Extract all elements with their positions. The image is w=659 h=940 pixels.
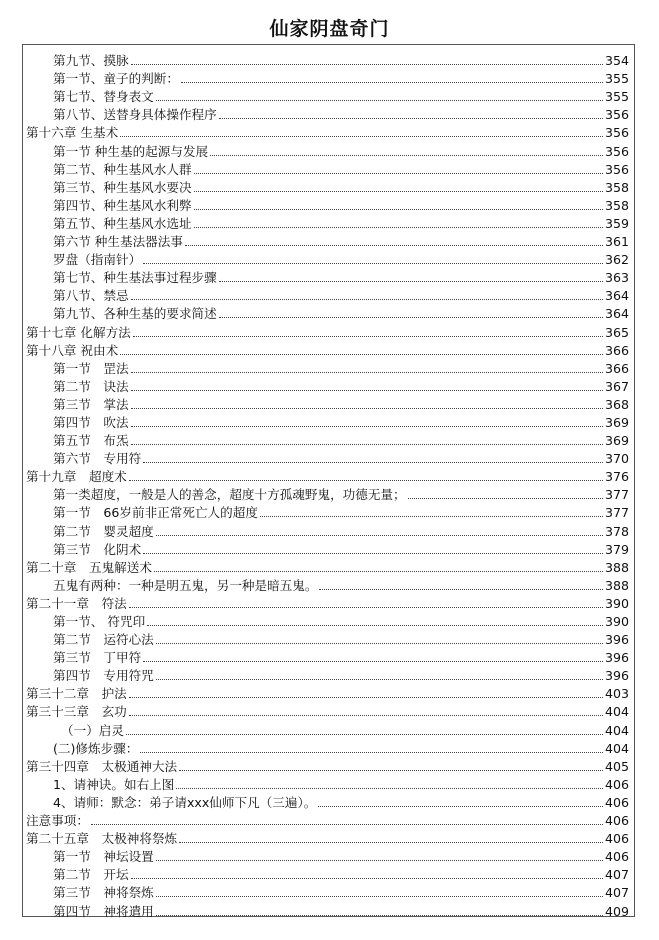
toc-entry-page: 364 bbox=[604, 288, 629, 304]
toc-entry[interactable] bbox=[26, 140, 629, 158]
dot-leader bbox=[143, 263, 603, 264]
dot-leader bbox=[156, 679, 603, 680]
toc-entry-label: 第三十四章 太极通神大法 bbox=[26, 758, 178, 774]
toc-entry[interactable] bbox=[26, 557, 629, 575]
toc-entry[interactable] bbox=[26, 86, 629, 104]
dot-leader bbox=[129, 480, 603, 481]
toc-entry[interactable] bbox=[26, 321, 629, 339]
toc-entry[interactable] bbox=[26, 647, 629, 665]
toc-entry[interactable] bbox=[26, 719, 629, 737]
toc-entry-page: 396 bbox=[604, 668, 629, 684]
dot-leader bbox=[131, 64, 603, 65]
toc-entry-label: 第二十一章 符法 bbox=[26, 595, 127, 611]
toc-entry[interactable] bbox=[26, 629, 629, 647]
dot-leader bbox=[156, 860, 603, 861]
dot-leader bbox=[120, 354, 603, 355]
toc-entry-page: 355 bbox=[604, 71, 629, 87]
toc-entry-label: 1、请神诀。如右上图 bbox=[53, 776, 175, 792]
toc-entry-page: 396 bbox=[604, 632, 629, 648]
toc-entry[interactable] bbox=[26, 68, 629, 86]
toc-entry[interactable] bbox=[26, 50, 629, 68]
toc-entry-label: 第二节 婴灵超度 bbox=[53, 523, 154, 539]
toc-entry[interactable] bbox=[26, 303, 629, 321]
dot-leader bbox=[126, 734, 603, 735]
toc-entry[interactable] bbox=[26, 484, 629, 502]
toc-entry-label: 4、请师：默念：弟子请xxx仙师下凡（三遍）。 bbox=[53, 794, 317, 810]
toc-entry[interactable] bbox=[26, 792, 629, 810]
toc-entry-page: 370 bbox=[604, 451, 629, 467]
toc-entry-page: 355 bbox=[604, 89, 629, 105]
dot-leader bbox=[129, 607, 603, 608]
toc-entry-page: 361 bbox=[604, 234, 629, 250]
dot-leader bbox=[194, 227, 603, 228]
dot-leader bbox=[154, 571, 603, 572]
toc-entry-page: 369 bbox=[604, 433, 629, 449]
dot-leader bbox=[143, 553, 603, 554]
toc-entry[interactable] bbox=[26, 756, 629, 774]
toc-entry-page: 406 bbox=[604, 831, 629, 847]
toc-entry-label: （一）启灵 bbox=[61, 722, 124, 738]
toc-entry[interactable] bbox=[26, 575, 629, 593]
toc-entry-label: 第二节、种生基风水人群 bbox=[53, 161, 192, 177]
toc-entry[interactable] bbox=[26, 177, 629, 195]
toc-entry-label: (二)修炼步骤： bbox=[53, 740, 139, 756]
toc-entry-label: 第六节 专用符 bbox=[53, 451, 142, 467]
dot-leader bbox=[194, 191, 603, 192]
toc-entry-label: 第十八章 祝由术 bbox=[26, 342, 119, 358]
toc-entry-page: 358 bbox=[604, 197, 629, 213]
toc-entry-label: 第一节 种生基的起源与发展 bbox=[53, 143, 209, 159]
dot-leader bbox=[129, 715, 603, 716]
toc-entry[interactable] bbox=[26, 846, 629, 864]
toc-entry-page: 356 bbox=[604, 143, 629, 159]
toc-entry[interactable] bbox=[26, 810, 629, 828]
toc-entry-label: 第八节、禁忌 bbox=[53, 288, 129, 304]
dot-leader bbox=[194, 209, 603, 210]
toc-entry-label: 第九节、摸脉 bbox=[53, 53, 129, 69]
toc-entry-label: 第三十二章 护法 bbox=[26, 686, 127, 702]
dot-leader bbox=[319, 589, 602, 590]
toc-entry[interactable] bbox=[26, 701, 629, 719]
toc-entry-page: 406 bbox=[604, 776, 629, 792]
toc-entry[interactable] bbox=[26, 665, 629, 683]
toc-entry-page: 359 bbox=[604, 215, 629, 231]
toc-entry[interactable] bbox=[26, 520, 629, 538]
toc-entry-page: 366 bbox=[604, 342, 629, 358]
toc-entry-page: 405 bbox=[604, 758, 629, 774]
toc-entry[interactable] bbox=[26, 466, 629, 484]
dot-leader bbox=[147, 625, 603, 626]
toc-entry-label: 第三节 化阴术 bbox=[53, 541, 142, 557]
toc-entry[interactable] bbox=[26, 900, 629, 918]
toc-entry[interactable] bbox=[26, 593, 629, 611]
toc-entry[interactable] bbox=[26, 122, 629, 140]
toc-entry-label: 第四节 神将遣用 bbox=[53, 903, 154, 919]
dot-leader bbox=[120, 136, 603, 137]
toc-entry-page: 377 bbox=[604, 487, 629, 503]
toc-entry[interactable] bbox=[26, 539, 629, 557]
toc-entry-label: 第一节 罡法 bbox=[53, 360, 129, 376]
dot-leader bbox=[185, 245, 603, 246]
toc-entry-label: 第五节 布炁 bbox=[53, 433, 129, 449]
toc-entry-label: 第二节 运符心法 bbox=[53, 632, 154, 648]
toc-entry[interactable] bbox=[26, 376, 629, 394]
toc-entry-page: 367 bbox=[604, 378, 629, 394]
toc-entry-page: 404 bbox=[604, 722, 629, 738]
toc-entry-label: 第七节、种生基法事过程步骤 bbox=[53, 270, 217, 286]
toc-entry-page: 407 bbox=[604, 885, 629, 901]
toc-entry-page: 403 bbox=[604, 686, 629, 702]
toc-entry-page: 366 bbox=[604, 360, 629, 376]
dot-leader bbox=[91, 824, 603, 825]
toc-entry[interactable] bbox=[26, 412, 629, 430]
toc-entry-label: 注意事项： bbox=[26, 813, 89, 829]
dot-leader bbox=[129, 697, 603, 698]
dot-leader bbox=[143, 462, 603, 463]
dot-leader bbox=[156, 100, 603, 101]
toc-entry-page: 406 bbox=[604, 849, 629, 865]
dot-leader bbox=[131, 390, 603, 391]
toc-entry-page: 364 bbox=[604, 306, 629, 322]
dot-leader bbox=[131, 372, 603, 373]
dot-leader bbox=[179, 770, 603, 771]
toc-entry-page: 406 bbox=[604, 813, 629, 829]
dot-leader bbox=[260, 516, 603, 517]
toc-entry-label: 第九节、各种生基的要求简述 bbox=[53, 306, 217, 322]
toc-entry[interactable] bbox=[26, 683, 629, 701]
toc-entry-label: 第三节 掌法 bbox=[53, 396, 129, 412]
toc-entry-label: 罗盘（指南针） bbox=[53, 252, 142, 268]
dot-leader bbox=[131, 408, 603, 409]
dot-leader bbox=[143, 661, 603, 662]
toc-entry-label: 第一节、 符咒印 bbox=[53, 614, 146, 629]
toc-entry[interactable] bbox=[26, 828, 629, 846]
toc-entry[interactable] bbox=[26, 430, 629, 448]
toc-entry-label: 第一类超度，一般是人的善念，超度十方孤魂野鬼，功德无量； bbox=[53, 487, 406, 503]
dot-leader bbox=[133, 336, 603, 337]
toc-entry-label: 第四节、种生基风水利弊 bbox=[53, 197, 192, 213]
toc-entry-label: 第六节 种生基法器法事 bbox=[53, 234, 183, 250]
toc-entry-label: 第三节、种生基风水要决 bbox=[53, 179, 192, 195]
toc-entry-label: 第二十章 五鬼解送术 bbox=[26, 559, 152, 575]
toc-entry-page: 379 bbox=[604, 541, 629, 557]
toc-entry[interactable] bbox=[26, 448, 629, 466]
toc-entry-page: 390 bbox=[604, 595, 629, 611]
toc-entry-label: 第二节 开坛 bbox=[53, 867, 129, 883]
dot-leader bbox=[156, 535, 603, 536]
toc-entry[interactable] bbox=[26, 231, 629, 249]
toc-entry-page: 396 bbox=[604, 650, 629, 666]
toc-entry-page: 378 bbox=[604, 523, 629, 539]
dot-leader bbox=[131, 426, 603, 427]
toc-entry-label: 第三节 丁甲符 bbox=[53, 650, 142, 666]
toc-entry[interactable] bbox=[26, 864, 629, 882]
toc-entry[interactable] bbox=[26, 249, 629, 267]
dot-leader bbox=[219, 281, 603, 282]
dot-leader bbox=[181, 82, 603, 83]
toc-entry-label: 第四节 专用符咒 bbox=[53, 668, 154, 684]
toc-entry-page: 358 bbox=[604, 179, 629, 195]
dot-leader bbox=[140, 752, 603, 753]
toc-entry-page: 390 bbox=[604, 614, 629, 629]
toc-entry-label: 第一节、童子的判断： bbox=[53, 71, 179, 87]
toc-entry[interactable] bbox=[26, 611, 629, 629]
dot-leader bbox=[156, 643, 603, 644]
toc-entry-page: 356 bbox=[604, 161, 629, 177]
dot-leader bbox=[219, 118, 603, 119]
toc-entry-label: 第八节、送替身具体操作程序 bbox=[53, 107, 217, 123]
dot-leader bbox=[131, 878, 603, 879]
toc-entry-label: 第一节 66岁前非正常死亡人的超度 bbox=[53, 505, 258, 521]
dot-leader bbox=[131, 444, 603, 445]
table-of-contents bbox=[26, 50, 629, 919]
toc-entry-label: 第七节、替身表文 bbox=[53, 89, 154, 105]
toc-entry[interactable] bbox=[26, 195, 629, 213]
dot-leader bbox=[408, 498, 603, 499]
toc-entry-label: 第二十五章 太极神将祭炼 bbox=[26, 831, 178, 847]
toc-entry[interactable] bbox=[26, 267, 629, 285]
toc-entry-page: 363 bbox=[604, 270, 629, 286]
dot-leader bbox=[219, 317, 603, 318]
toc-entry-label: 第十六章 生基术 bbox=[26, 125, 119, 141]
toc-entry-page: 388 bbox=[604, 559, 629, 575]
toc-entry[interactable] bbox=[26, 774, 629, 792]
toc-entry-page: 407 bbox=[604, 867, 629, 883]
toc-entry-label: 五鬼有两种：一种是明五鬼，另一种是暗五鬼。 bbox=[53, 577, 318, 593]
page-title: 仙家阴盘奇门 bbox=[269, 18, 390, 40]
toc-entry-page: 365 bbox=[604, 324, 629, 340]
toc-entry-label: 第三十三章 玄功 bbox=[26, 704, 127, 720]
toc-entry-label: 第五节、种生基风水选址 bbox=[53, 215, 192, 231]
dot-leader bbox=[156, 915, 603, 916]
toc-entry-label: 第一节 神坛设置 bbox=[53, 849, 154, 865]
toc-entry-page: 406 bbox=[604, 794, 629, 810]
toc-entry-page: 356 bbox=[604, 125, 629, 141]
toc-entry-page: 404 bbox=[604, 704, 629, 720]
toc-entry-label: 第十七章 化解方法 bbox=[26, 324, 131, 340]
toc-entry-label: 第四节 吹法 bbox=[53, 414, 129, 430]
dot-leader bbox=[210, 155, 603, 156]
toc-entry[interactable] bbox=[26, 882, 629, 900]
toc-entry[interactable] bbox=[26, 502, 629, 520]
toc-entry[interactable] bbox=[26, 394, 629, 412]
toc-entry-label: 第二节 诀法 bbox=[53, 378, 129, 394]
dot-leader bbox=[194, 173, 603, 174]
toc-entry-page: 376 bbox=[604, 469, 629, 485]
dot-leader bbox=[131, 299, 603, 300]
toc-entry[interactable] bbox=[26, 285, 629, 303]
toc-entry[interactable] bbox=[26, 159, 629, 177]
toc-entry-page: 356 bbox=[604, 107, 629, 123]
toc-entry[interactable] bbox=[26, 358, 629, 376]
toc-entry-label: 第十九章 超度术 bbox=[26, 469, 127, 485]
dot-leader bbox=[156, 896, 603, 897]
toc-entry-label: 第三节 神将祭炼 bbox=[53, 885, 154, 901]
toc-entry-page: 369 bbox=[604, 414, 629, 430]
toc-entry-page: 377 bbox=[604, 505, 629, 521]
dot-leader bbox=[318, 806, 603, 807]
toc-entry-page: 362 bbox=[604, 252, 629, 268]
toc-entry[interactable] bbox=[26, 104, 629, 122]
toc-entry-page: 388 bbox=[604, 577, 629, 593]
dot-leader bbox=[176, 788, 603, 789]
toc-entry-page: 409 bbox=[604, 903, 629, 919]
toc-entry[interactable] bbox=[26, 213, 629, 231]
toc-entry-page: 404 bbox=[604, 740, 629, 756]
dot-leader bbox=[179, 842, 603, 843]
toc-entry[interactable] bbox=[26, 340, 629, 358]
toc-entry-page: 368 bbox=[604, 396, 629, 412]
toc-entry-page: 354 bbox=[604, 53, 629, 69]
toc-entry[interactable] bbox=[26, 738, 629, 756]
